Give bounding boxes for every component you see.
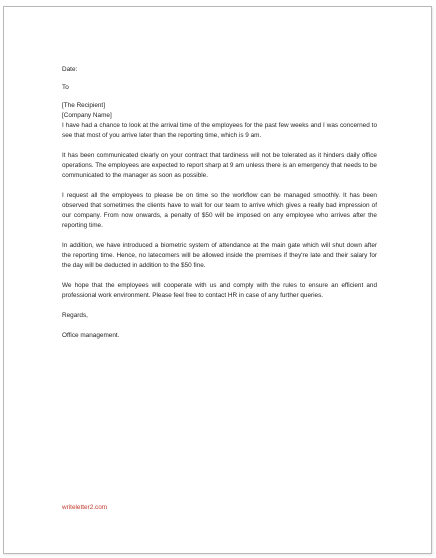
date-label: Date: <box>62 66 78 73</box>
signature: Office management. <box>62 332 120 339</box>
paragraph-arrival-time: I have had a chance to look at the arrival time of the employees for the past few weeks and I was concerned to see that most of you arrive later than the reporting time, which is 9 am. <box>62 122 377 139</box>
paragraph-cooperation: We hope that the employees will cooperate with us and comply with the rules to ensure an efficient and professional work environment. Please feel free to contact HR in case of any further queries. <box>62 282 377 299</box>
to-label: To <box>62 84 69 91</box>
closing-regards: Regards, <box>62 312 88 319</box>
footer-site-link[interactable]: writeletter2.com <box>62 504 108 511</box>
paragraph-tardiness-policy: It has been communicated clearly on your contract that tardiness will not be tolerated as it hinders daily office operations. The employees are expected to report sharp at 9 am unless there is an emergency that needs to be communicated to the manager as soon as possible. <box>62 152 377 179</box>
paragraph-biometric-system: In addition, we have introduced a biometric system of attendance at the main gate which will shut down after the reporting time. Hence, no latecomers will be allowed inside the premises if they're late and their salary for the day will be deducted in addition to the $50 fine. <box>62 242 377 269</box>
letter-body <box>62 65 377 341</box>
letter-page <box>3 6 432 554</box>
paragraph-penalty: I request all the employees to please be on time so the workflow can be managed smoothly. It has been observed that sometimes the clients have to wait for our team to arrive which gives a really bad impression of our company. From now onwards, a penalty of $50 will be imposed on any employee who arrives after the reporting time. <box>62 192 377 229</box>
company-name: [Company Name] <box>62 112 112 119</box>
recipient-name: [The Recipient] <box>62 102 105 109</box>
